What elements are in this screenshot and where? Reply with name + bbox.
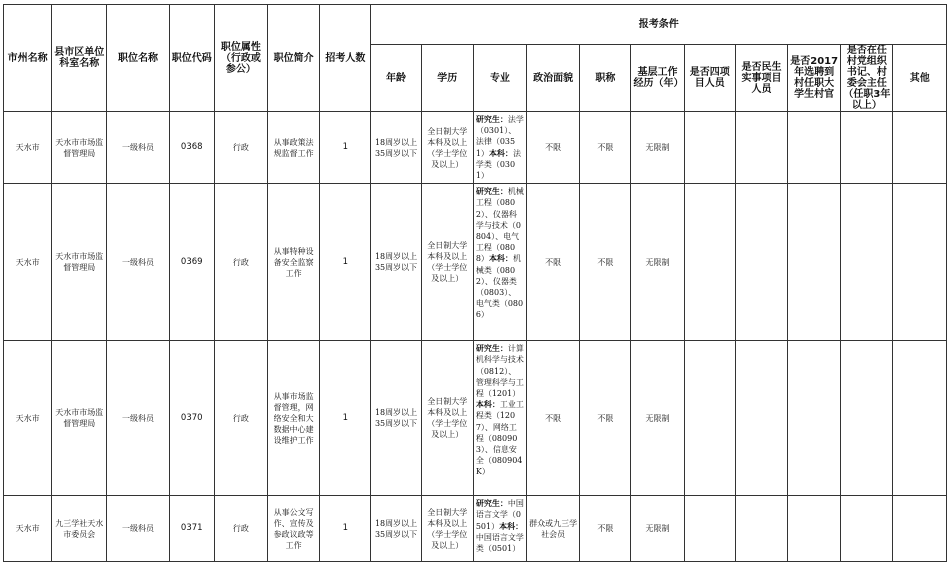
cell-post-name: 一级科员 [107,341,169,496]
cell-city: 天水市 [4,496,52,562]
cell-post-attr: 行政 [214,496,267,562]
cell-age: 18周岁以上35周岁以下 [371,112,421,184]
cell-post-name: 一级科员 [107,496,169,562]
cell-livelihood [735,341,787,496]
cell-post-attr: 行政 [214,341,267,496]
major-list-text: 工业工程类（1207）、网络工程（080903）、信息安全（080904K） [475,400,524,477]
cell-education: 全日制大学本科及以上（学士学位及以上） [421,496,473,562]
header-livelihood: 是否民生实事项目人员 [735,45,787,112]
cell-title: 不限 [580,184,631,341]
cell-post-name: 一级科员 [107,112,169,184]
cell-city: 天水市 [4,184,52,341]
cell-other [893,112,947,184]
header-four-projects: 是否四项目人员 [684,45,735,112]
cell-post-name: 一级科员 [107,184,169,341]
table-row [4,184,947,341]
header-city: 市州名称 [4,5,52,112]
header-grassroots: 基层工作经历（年） [631,45,684,112]
major-list-text: 机械类（0802）、仪器类（0803）、电气类（0806） [475,254,524,320]
cell-major [473,184,526,341]
cell-age: 18周岁以上35周岁以下 [371,496,421,562]
header-conditions: 报考条件 [371,5,947,45]
table-row [4,112,947,184]
major-list-text: 中国语言文学（0501） [475,499,524,531]
header-education: 学历 [421,45,473,112]
cell-quota: 1 [320,184,371,341]
cell-post-attr: 行政 [214,184,267,341]
major-degree-label: 研究生： [475,186,508,197]
cell-post-code: 0368 [169,112,214,184]
cell-other [893,184,947,341]
cell-post-attr: 行政 [214,112,267,184]
major-degree-label: 研究生： [475,114,508,124]
cell-grassroots: 无限制 [631,112,684,184]
cell-unit: 天水市市场监督管理局 [52,184,107,341]
header-post-desc: 职位简介 [268,5,320,112]
cell-quota: 1 [320,496,371,562]
header-age: 年龄 [371,45,421,112]
cell-four-projects [684,112,735,184]
cell-livelihood [735,112,787,184]
cell-four-projects [684,184,735,341]
cell-city: 天水市 [4,112,52,184]
cell-age: 18周岁以上35周岁以下 [371,184,421,341]
cell-age: 18周岁以上35周岁以下 [371,341,421,496]
cell-political: 不限 [527,112,580,184]
cell-post-code: 0369 [169,184,214,341]
header-village-official: 是否2017年选聘到村任职大学生村官 [788,45,841,112]
cell-village-secretary [841,112,893,184]
major-degree-label: 本科： [488,253,513,264]
cell-post-code: 0371 [169,496,214,562]
cell-quota: 1 [320,112,371,184]
major-list-text: 法学类（0301） [475,148,521,181]
cell-education: 全日制大学本科及以上（学士学位及以上） [421,184,473,341]
cell-political: 不限 [527,341,580,496]
recruitment-table [3,4,947,562]
cell-title: 不限 [580,341,631,496]
cell-education: 全日制大学本科及以上（学士学位及以上） [421,112,473,184]
header-quota: 招考人数 [320,5,371,112]
cell-post-desc: 从事公文写作、宣传及参政议政等工作 [268,496,320,562]
cell-title: 不限 [580,496,631,562]
cell-major [473,112,526,184]
cell-four-projects [684,341,735,496]
major-list-text: 中国语言文学类（0501） [475,532,524,554]
cell-post-desc: 从事特种设备安全监察工作 [268,184,320,341]
header-village-secretary: 是否在任村党组织书记、村委会主任（任职3年以上） [841,45,893,112]
major-degree-label: 研究生： [475,498,508,509]
cell-grassroots: 无限制 [631,496,684,562]
cell-education: 全日制大学本科及以上（学士学位及以上） [421,341,473,496]
cell-grassroots: 无限制 [631,341,684,496]
cell-political: 不限 [527,184,580,341]
cell-post-desc: 从事市场监督管理，网络安全和大数据中心建设维护工作 [268,341,320,496]
cell-village-secretary [841,341,893,496]
cell-major [473,341,526,496]
cell-grassroots: 无限制 [631,184,684,341]
header-political: 政治面貌 [527,45,580,112]
header-title: 职称 [580,45,631,112]
cell-quota: 1 [320,341,371,496]
header-post-name: 职位名称 [107,5,169,112]
header-post-attr: 职位属性（行政或参公） [214,5,267,112]
header-major: 专业 [473,45,526,112]
cell-unit: 天水市市场监督管理局 [52,112,107,184]
cell-post-desc: 从事政策法规监督工作 [268,112,320,184]
header-other: 其他 [893,45,947,112]
table-row [4,341,947,496]
major-degree-label: 研究生： [475,343,508,354]
cell-livelihood [735,184,787,341]
cell-village-official [788,112,841,184]
major-list-text: 机械工程（0802）、仪器科学与技术（0804）、电气工程（0808） [475,187,524,264]
header-unit: 县市区单位科室名称 [52,5,107,112]
cell-unit: 天水市市场监督管理局 [52,341,107,496]
cell-unit: 九三学社天水市委员会 [52,496,107,562]
cell-post-code: 0370 [169,341,214,496]
major-list-text: 法学（0301）、法律（0351） [475,115,524,158]
major-degree-label: 本科： [499,520,524,531]
cell-village-official [788,341,841,496]
header-post-code: 职位代码 [169,5,214,112]
cell-political: 群众或九三学社会员 [527,496,580,562]
cell-village-secretary [841,184,893,341]
cell-other [893,341,947,496]
cell-title: 不限 [580,112,631,184]
major-degree-label: 本科： [488,147,513,158]
major-list-text: 计算机科学与技术（0812）、管理科学与工程（1201） [475,344,524,399]
major-degree-label: 本科： [475,399,500,410]
cell-village-official [788,184,841,341]
cell-city: 天水市 [4,341,52,496]
table-body [4,112,947,562]
